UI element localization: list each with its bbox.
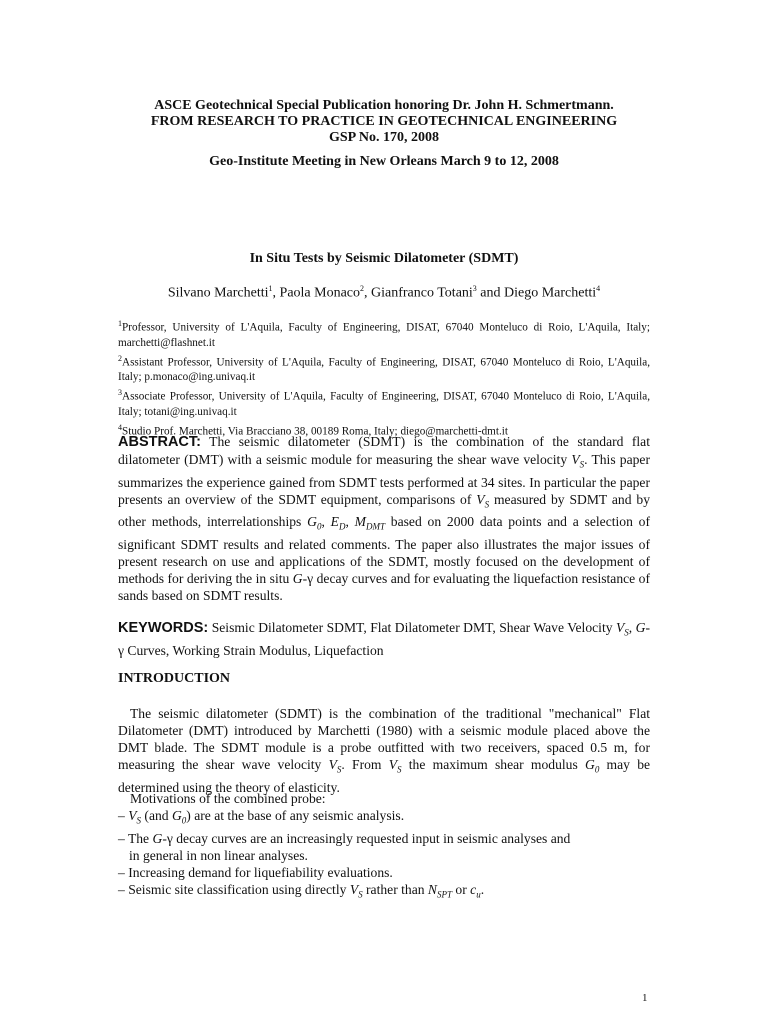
intro-text: the maximum shear modulus [401, 757, 585, 772]
symbol: V [128, 808, 137, 823]
symbol: M [354, 514, 366, 530]
author-sep: , [272, 285, 280, 301]
symbol: S [397, 764, 402, 775]
symbol: V [388, 757, 398, 772]
author-name: Gianfranco Totani [371, 285, 473, 301]
affiliation-item [118, 385, 650, 420]
punct: , [345, 514, 355, 530]
list-item: – Increasing demand for liquefiability evaluations. [118, 864, 393, 880]
list-text: decay curves are an increasingly requested input in seismic analyses and [172, 830, 571, 846]
list-item [118, 830, 650, 847]
symbol: 0 [181, 815, 187, 826]
header-line-1: ASCE Geotechnical Special Publication honoring Dr. John H. Schmertmann. [154, 98, 614, 113]
abstract-text: The seismic dilatometer (SDMT) is the combination of the standard flat dilatometer (DMT) with a seismic module for measuring the shear wave velocity [118, 434, 650, 467]
symbol: V [349, 881, 359, 897]
keywords-paragraph [118, 619, 650, 659]
abstract-paragraph [118, 433, 650, 604]
intro-paragraph [118, 705, 650, 796]
author-sep: , [364, 285, 372, 301]
list-item-continuation: in general in non linear analyses. [129, 847, 308, 863]
header-block [100, 98, 668, 170]
symbol: G [635, 620, 646, 635]
author-name: Paola Monaco [279, 285, 361, 301]
symbol: S [624, 627, 629, 638]
symbol: V [476, 491, 485, 507]
symbol: DMT [365, 522, 385, 533]
list-text: – The [118, 830, 153, 846]
section-heading-introduction: INTRODUCTION [118, 671, 231, 686]
symbol: S [358, 889, 363, 900]
symbol: S [136, 815, 142, 826]
list-item [118, 807, 650, 830]
author-name: Diego Marchetti [504, 285, 597, 301]
punct: , [321, 514, 331, 530]
symbol: S [484, 499, 490, 510]
list-text: – [118, 808, 129, 823]
author-line [100, 284, 668, 302]
author-sup: 3 [472, 284, 477, 293]
page-number: 1 [642, 992, 648, 1004]
header-line-4: Geo-Institute Meeting in New Orleans March 9 to 12, 2008 [209, 154, 559, 169]
header-line-3: GSP No. 170, 2008 [328, 130, 440, 145]
abstract-text: . This paper summarizes the experience gained from SDMT tests performed at 34 sites. In particular the paper presents an overview of the SDMT equipment, comparisons of [118, 452, 650, 507]
symbol: G [292, 571, 303, 587]
list-text: or [452, 881, 471, 897]
affiliation-sup: 3 [118, 388, 122, 398]
list-text: . [480, 881, 485, 897]
intro-text: . From [341, 757, 389, 772]
symbol: -γ [302, 571, 314, 587]
affiliation-text: Professor, University of L'Aquila, Faculty of Engineering, DISAT, 67040 Monteluco di Roio, L'Aquila, Italy; marchetti@flashnet.it [118, 321, 650, 349]
symbol: G [307, 514, 317, 530]
author-name: Silvano Marchetti [167, 285, 269, 301]
list-text: ) are at the base of any seismic analysis. [186, 808, 405, 823]
paper-title: In Situ Tests by Seismic Dilatometer (SDMT) [249, 251, 519, 266]
symbol: c [470, 881, 477, 897]
symbol: E [330, 514, 339, 530]
abstract-label: ABSTRACT: [118, 434, 201, 450]
list-text: rather than [362, 881, 428, 897]
abstract-text: measured by SDMT and by other methods, interrelationships [118, 491, 650, 530]
symbol: -γ [162, 830, 173, 846]
motivations-list [118, 790, 650, 903]
symbol: V [328, 757, 337, 772]
symbol: S [336, 764, 342, 775]
affiliation-text: Assistant Professor, University of L'Aquila, Faculty of Engineering, DISAT, 67040 Monteluco di Roio, L'Aquila, Italy; p.monaco@ing.univaq.it [118, 356, 650, 384]
affiliation-item [118, 351, 650, 386]
list-text: – Seismic site classification using directly [118, 881, 350, 897]
symbol: V [571, 452, 580, 467]
symbol: D [338, 522, 346, 533]
symbol: N [427, 881, 437, 897]
symbol: SPT [437, 889, 453, 900]
symbol: -γ [118, 620, 651, 658]
list-intro: Motivations of the combined probe: [130, 791, 326, 806]
abstract-text: decay curves and for evaluating the liquefaction resistance of sands based on SDMT results. [118, 571, 650, 604]
abstract-text: based on 2000 data points and a selection of significant SDMT results and related comments. The paper also illustrates the major issues of present research on use and applications of the SDMT, mostly focused on the development of methods for deriving the in situ [118, 514, 650, 587]
affiliation-sup: 2 [118, 353, 122, 363]
intro-text: may be determined using the theory of elasticity. [118, 757, 651, 795]
header-line-2: FROM RESEARCH TO PRACTICE IN GEOTECHNICAL ENGINEERING [150, 114, 618, 129]
symbol: 0 [594, 764, 600, 775]
symbol: G [584, 757, 595, 772]
list-text: (and [141, 808, 172, 823]
symbol: V [615, 620, 625, 635]
keywords-text: Seismic Dilatometer SDMT, Flat Dilatometer DMT, Shear Wave Velocity [208, 620, 616, 635]
list-item [118, 881, 650, 904]
affiliation-item [118, 316, 650, 351]
keywords-label: KEYWORDS: [118, 620, 209, 636]
author-sup: 4 [596, 284, 601, 293]
author-sep: and [476, 285, 505, 301]
affiliation-text: Studio Prof. Marchetti, Via Bracciano 38, 00189 Roma, Italy; diego@marchetti-dmt.it [122, 425, 508, 438]
symbol: G [152, 830, 163, 846]
affiliation-text: Associate Professor, University of L'Aquila, Faculty of Engineering, DISAT, 67040 Monteluco di Roio, L'Aquila, Italy; totani@ing.univaq.it [118, 391, 650, 419]
punct: , [628, 620, 636, 635]
author-sup: 2 [360, 284, 365, 293]
symbol: 0 [316, 522, 322, 533]
symbol: u [476, 889, 481, 900]
author-sup: 1 [268, 284, 273, 293]
symbol: S [579, 459, 585, 470]
intro-text: The seismic dilatometer (SDMT) is the combination of the traditional "mechanical" Flat Dilatometer (DMT) introduced by Marchetti (1980) with a seismic module placed above the DMT blade. The SDMT module is a probe outfitted with two receivers, spaced 0.5 m, for measuring the shear wave velocity [118, 706, 650, 772]
affiliation-sup: 1 [118, 319, 122, 328]
affiliations [118, 316, 650, 440]
keywords-text: Curves, Working Strain Modulus, Liquefaction [124, 642, 384, 658]
affiliation-sup: 4 [118, 423, 122, 433]
symbol: G [171, 808, 182, 823]
